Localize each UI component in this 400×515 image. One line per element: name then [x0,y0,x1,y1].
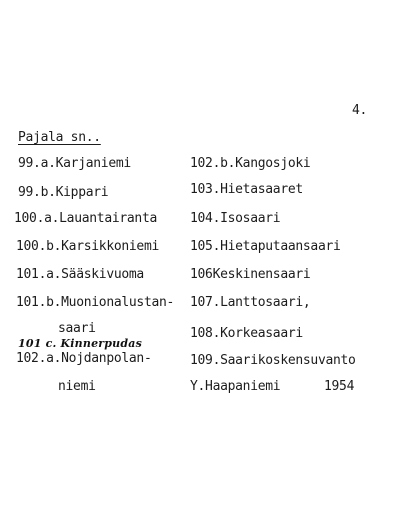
entry-107: 107.Lanttosaari, [190,295,311,310]
entry-109: 109.Saarikoskensuvanto [190,353,356,368]
entry-99a: 99.a.Karjaniemi [18,156,131,171]
entry-108: 108.Korkeasaari [190,326,303,341]
entry-104: 104.Isosaari [190,211,281,226]
entry-105: 105.Hietaputaansaari [190,239,341,254]
entry-103: 103.Hietasaaret [190,182,303,197]
entry-102b: 102.b.Kangosjoki [190,156,311,171]
card-heading: Pajala sn.. [18,130,101,145]
entry-101b: 101.b.Muonionalustan- [16,295,175,310]
entry-101a: 101.a.Sääskivuoma [16,267,144,282]
signature: Y.Haapaniemi [190,379,281,394]
entry-102a-continued: niemi [58,379,96,394]
page-number: 4. [352,103,368,118]
entry-101b-continued: saari [58,321,96,336]
entry-102a: 102.a.Nojdanpolan- [16,351,152,366]
entry-100b: 100.b.Karsikkoniemi [16,239,160,254]
entry-106: 106Keskinensaari [190,267,311,282]
handwritten-note: 101 c. Kinnerpudas [18,337,142,350]
entry-100a: 100.a.Lauantairanta [14,211,158,226]
year: 1954 [324,379,355,394]
entry-99b: 99.b.Kippari [18,185,109,200]
